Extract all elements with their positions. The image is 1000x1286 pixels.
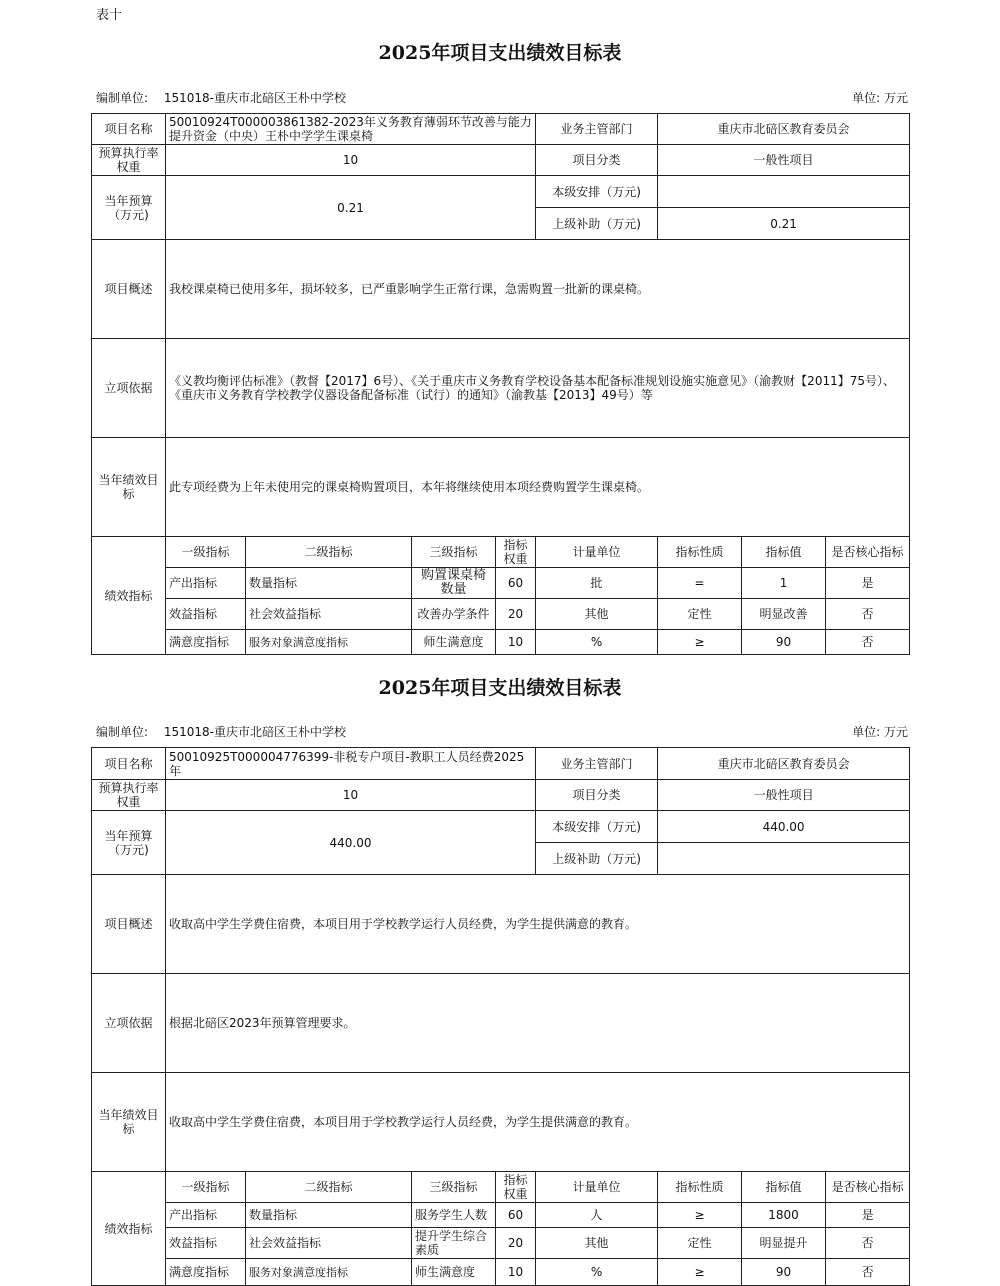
category-value: 一般性项目 [658, 780, 910, 811]
header-unit: 计量单位 [536, 1172, 658, 1203]
cell-core: 否 [826, 599, 910, 630]
label-overview: 项目概述 [92, 240, 166, 339]
cell-level1: 满意度指标 [166, 1259, 246, 1286]
local-value [658, 176, 910, 208]
header-level1: 一级指标 [166, 1172, 246, 1203]
cell-unit: 批 [536, 568, 658, 599]
cell-level1: 效益指标 [166, 599, 246, 630]
currency-label: 单位: 万元 [852, 91, 908, 105]
weight-value: 10 [166, 145, 536, 176]
cell-nature: = [658, 568, 742, 599]
cell-value: 1 [742, 568, 826, 599]
cell-unit: % [536, 630, 658, 655]
cell-weight: 10 [496, 1259, 536, 1286]
header-nature: 指标性质 [658, 537, 742, 568]
label-category: 项目分类 [536, 780, 658, 811]
form-title: 2025年项目支出绩效目标表 [378, 677, 622, 699]
label-goal: 当年绩效目标 [92, 1073, 166, 1172]
cell-level2: 服务对象满意度指标 [246, 1259, 412, 1286]
basis-value: 《义教均衡评估标准》（教督【2017】6号）、《关于重庆市义务教育学校设备基本配备标准规划设施实施意见》（渝教财【2011】75号）、《重庆市义务教育学校教学仪器设备配备标准（试行）的通知》（渝教基【2013】49号）等 [166, 339, 910, 438]
label-department: 业务主管部门 [536, 114, 658, 145]
department-value: 重庆市北碚区教育委员会 [658, 114, 910, 145]
cell-level2: 数量指标 [246, 1203, 412, 1228]
cell-level2: 社会效益指标 [246, 1228, 412, 1259]
overview-value: 收取高中学生学费住宿费，本项目用于学校教学运行人员经费，为学生提供满意的教育。 [166, 875, 910, 974]
label-budget: 当年预算（万元) [92, 811, 166, 875]
cell-nature: ≥ [658, 1259, 742, 1286]
project-name-value: 50010925T000004776399-非税专户项目-教职工人员经费2025年 [166, 748, 536, 780]
cell-level3: 师生满意度 [412, 1259, 496, 1286]
header-weight: 指标权重 [496, 537, 536, 568]
currency-label: 单位: 万元 [852, 725, 908, 739]
cell-value: 明显提升 [742, 1228, 826, 1259]
cell-unit: 其他 [536, 599, 658, 630]
cell-weight: 60 [496, 568, 536, 599]
label-overview: 项目概述 [92, 875, 166, 974]
label-local: 本级安排（万元) [536, 811, 658, 843]
label-superior: 上级补助（万元) [536, 208, 658, 240]
budget-value: 0.21 [166, 176, 536, 240]
cell-level1: 效益指标 [166, 1228, 246, 1259]
unit-value: 151018-重庆市北碚区王朴中学校 [163, 91, 347, 105]
label-basis: 立项依据 [92, 339, 166, 438]
label-local: 本级安排（万元) [536, 176, 658, 208]
form-meta [96, 89, 908, 106]
header-level3: 三级指标 [412, 1172, 496, 1203]
cell-unit: 人 [536, 1203, 658, 1228]
label-basis: 立项依据 [92, 974, 166, 1073]
label-weight: 预算执行率权重 [92, 145, 166, 176]
cell-nature: 定性 [658, 599, 742, 630]
unit-label: 编制单位: [96, 725, 149, 739]
cell-value: 明显改善 [742, 599, 826, 630]
label-indicators: 绩效指标 [92, 537, 166, 655]
header-level1: 一级指标 [166, 537, 246, 568]
cell-unit: % [536, 1259, 658, 1286]
cell-level3: 师生满意度 [412, 630, 496, 655]
cell-weight: 20 [496, 1228, 536, 1259]
department-value: 重庆市北碚区教育委员会 [658, 748, 910, 780]
project-name-value: 50010924T000003861382-2023年义务教育薄弱环节改善与能力提升资金（中央）王朴中学学生课桌椅 [166, 114, 536, 145]
cell-level2: 数量指标 [246, 568, 412, 599]
superior-value [658, 843, 910, 875]
cell-weight: 20 [496, 599, 536, 630]
cell-level2: 社会效益指标 [246, 599, 412, 630]
label-weight: 预算执行率权重 [92, 780, 166, 811]
cell-level1: 产出指标 [166, 1203, 246, 1228]
cell-unit: 其他 [536, 1228, 658, 1259]
label-budget: 当年预算（万元) [92, 176, 166, 240]
unit-label: 编制单位: [96, 91, 149, 105]
cell-core: 是 [826, 1203, 910, 1228]
cell-level3: 服务学生人数 [412, 1203, 496, 1228]
table-number-label: 表十 [96, 8, 123, 23]
table-row [92, 1203, 910, 1228]
overview-value: 我校课桌椅已使用多年，损坏较多，已严重影响学生正常行课，急需购置一批新的课桌椅。 [166, 240, 910, 339]
goal-value: 此专项经费为上年未使用完的课桌椅购置项目，本年将继续使用本项经费购置学生课桌椅。 [166, 438, 910, 537]
basis-value: 根据北碚区2023年预算管理要求。 [166, 974, 910, 1073]
cell-core: 否 [826, 630, 910, 655]
label-superior: 上级补助（万元) [536, 843, 658, 875]
cell-level3: 购置课桌椅数量 [412, 568, 496, 599]
unit-value: 151018-重庆市北碚区王朴中学校 [163, 725, 347, 739]
label-project-name: 项目名称 [92, 748, 166, 780]
header-unit: 计量单位 [536, 537, 658, 568]
label-project-name: 项目名称 [92, 114, 166, 145]
form-meta [96, 723, 908, 740]
header-nature: 指标性质 [658, 1172, 742, 1203]
cell-value: 1800 [742, 1203, 826, 1228]
cell-core: 否 [826, 1228, 910, 1259]
cell-core: 是 [826, 568, 910, 599]
cell-nature: ≥ [658, 1203, 742, 1228]
cell-nature: ≥ [658, 630, 742, 655]
label-indicators: 绩效指标 [92, 1172, 166, 1286]
cell-level3: 改善办学条件 [412, 599, 496, 630]
cell-level1: 产出指标 [166, 568, 246, 599]
cell-level3: 提升学生综合素质 [412, 1228, 496, 1259]
cell-nature: 定性 [658, 1228, 742, 1259]
header-value: 指标值 [742, 1172, 826, 1203]
budget-value: 440.00 [166, 811, 536, 875]
table-row [92, 599, 910, 630]
goal-value: 收取高中学生学费住宿费，本项目用于学校教学运行人员经费，为学生提供满意的教育。 [166, 1073, 910, 1172]
header-level2: 二级指标 [246, 537, 412, 568]
label-category: 项目分类 [536, 145, 658, 176]
performance-table [91, 747, 910, 1286]
local-value: 440.00 [658, 811, 910, 843]
superior-value: 0.21 [658, 208, 910, 240]
header-level2: 二级指标 [246, 1172, 412, 1203]
performance-table [91, 113, 910, 655]
cell-level2: 服务对象满意度指标 [246, 630, 412, 655]
form-title: 2025年项目支出绩效目标表 [378, 42, 622, 64]
header-core: 是否核心指标 [826, 537, 910, 568]
cell-level1: 满意度指标 [166, 630, 246, 655]
cell-value: 90 [742, 1259, 826, 1286]
table-row [92, 1228, 910, 1259]
table-row [92, 630, 910, 655]
header-core: 是否核心指标 [826, 1172, 910, 1203]
header-level3: 三级指标 [412, 537, 496, 568]
table-row [92, 1259, 910, 1286]
cell-weight: 60 [496, 1203, 536, 1228]
label-department: 业务主管部门 [536, 748, 658, 780]
cell-core: 否 [826, 1259, 910, 1286]
category-value: 一般性项目 [658, 145, 910, 176]
header-value: 指标值 [742, 537, 826, 568]
cell-value: 90 [742, 630, 826, 655]
table-row [92, 568, 910, 599]
header-weight: 指标权重 [496, 1172, 536, 1203]
weight-value: 10 [166, 780, 536, 811]
cell-weight: 10 [496, 630, 536, 655]
label-goal: 当年绩效目标 [92, 438, 166, 537]
